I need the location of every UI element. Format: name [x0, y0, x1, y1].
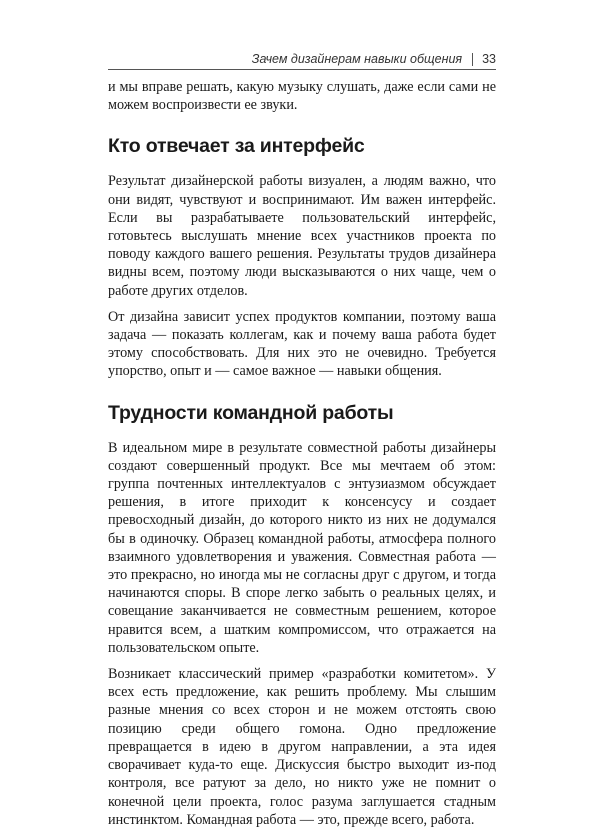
intro-paragraph: и мы вправе решать, какую музыку слушать, даже если сами не можем воспроизвести ее звуки. [108, 79, 496, 114]
page-number: 33 [482, 52, 496, 66]
header-separator [472, 53, 473, 66]
running-title: Зачем дизайнерам навыки общения [251, 52, 463, 66]
section2-paragraph-2: Возникает классический пример «разработки комитетом». У всех есть предложение, как решить проблему. Мы слышим разные мнения со всех сторон и не можем отстоять свою позицию среди общего гомона. Одно предложение превращается в идею в другом направлении, а эта идея сворачивает куда-то еще. Дискуссия быстро выходит из-под контроля, все ратуют за дело, но никто уже не помнит о конечной цели проекта, голос разума заглушается стадным инстинктом. Командная работа — это, прежде всего, работа. [108, 666, 496, 828]
page-body [108, 78, 496, 837]
section-heading-interface: Кто отвечает за интерфейс [108, 135, 365, 158]
section1-paragraph-2: От дизайна зависит успех продуктов компании, поэтому ваша задача — показать коллегам, как и почему ваша работа будет этому способствовать. Для них это не очевидно. Требуется упорство, опыт и — самое важное — навыки общения. [108, 308, 496, 380]
running-header [108, 48, 496, 70]
section-heading-teamwork: Трудности командной работы [108, 401, 394, 424]
section1-paragraph-1: Результат дизайнерской работы визуален, а людям важно, что они видят, чувствуют и воспринимают. Им важен интерфейс. Если вы разрабатываете пользовательский интерфейс, готовьтесь выслушать мнение всех участников проекта по поводу каждого вашего решения. Результаты трудов дизайнера видны всем, поэтому люди высказываются о них чаще, чем о работе других отделов. [108, 173, 496, 299]
header-rule [108, 69, 496, 70]
section2-paragraph-1: В идеальном мире в результате совместной работы дизайнеры создают совершенный продукт. Все мы мечтаем об этом: группа почтенных интеллектуалов с энтузиазмом обсуждает решения, в итоге приходит к консенсусу и создает превосходный дизайн, до которого никто из них не додумался бы в одиночку. Образец командной работы, атмосфера полного взаимного удовлетворения и уважения. Совместная работа — это прекрасно, но иногда мы не согласны друг с другом, и тогда начинаются споры. В споре легко забыть о реальных целях, и совещание заканчивается не совместным решением, которое нравится всем, а шатким компромиссом, что отражается на пользовательском опыте. [108, 439, 496, 656]
